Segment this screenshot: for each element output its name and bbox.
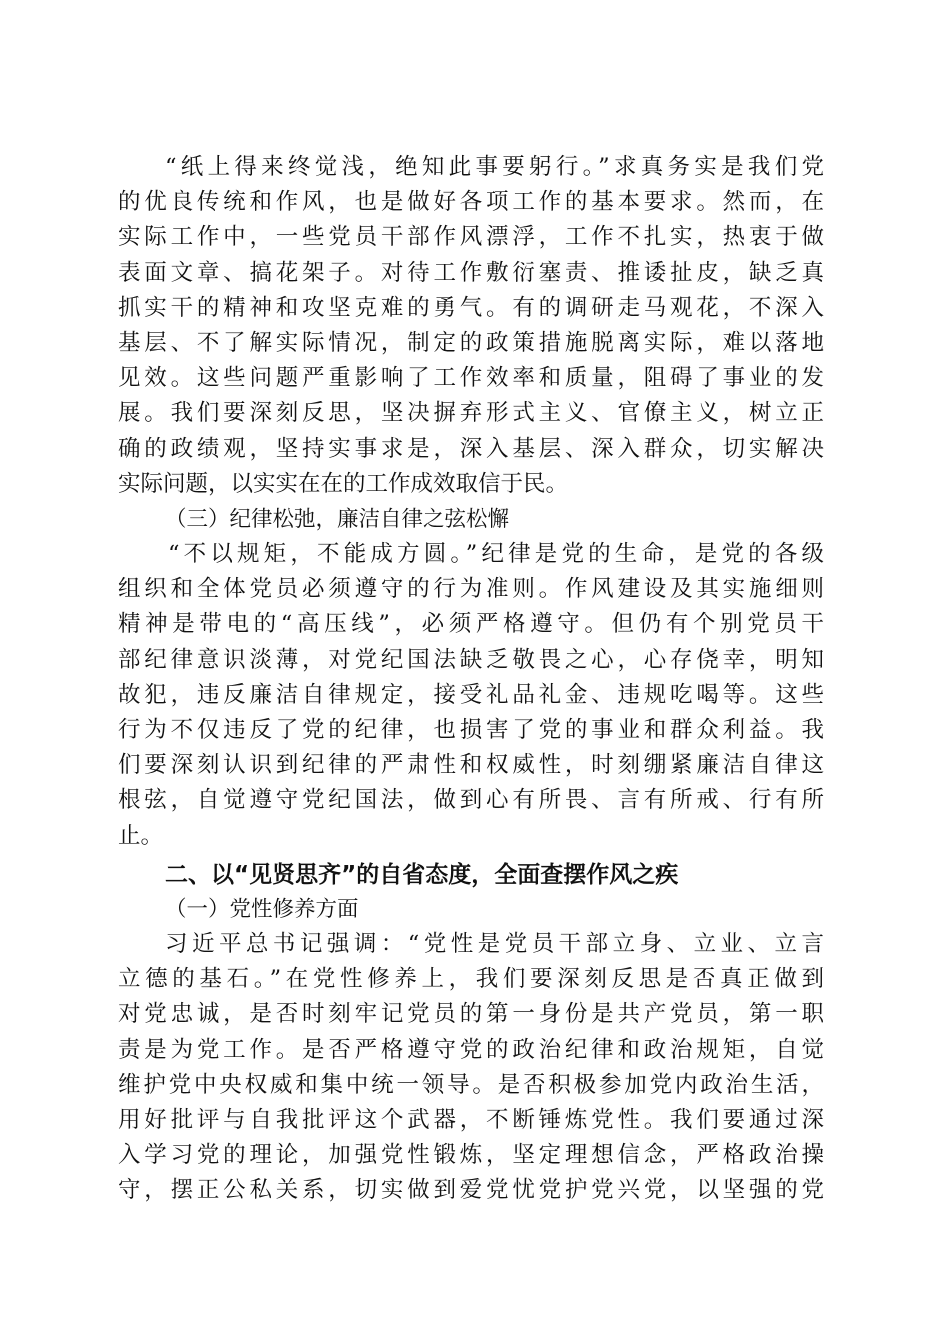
section-heading-discipline: （三）纪律松弛，廉洁自律之弦松懈: [165, 506, 510, 532]
text-line: 的优良传统和作风，也是做好各项工作的基本要求。然而，在: [118, 189, 824, 216]
text-line: 行为不仅违反了党的纪律，也损害了党的事业和群众利益。我: [118, 717, 824, 743]
text-line: 止。: [118, 822, 164, 849]
main-heading: 二、以“见贤思齐”的自省态度，全面查摆作风之疾: [165, 861, 679, 888]
text-line: 展。我们要深刻反思，坚决摒弃形式主义、官僚主义，树立正: [118, 400, 824, 427]
text-line: 部纪律意识淡薄，对党纪国法缺乏敬畏之心，心存侥幸，明知: [118, 646, 824, 673]
text-line: 维护党中央权威和集中统一领导。是否积极参加党内政治生活，: [118, 1071, 824, 1098]
text-line: 对党忠诚，是否时刻牢记党员的第一身份是共产党员，第一职: [118, 1001, 824, 1028]
paragraph-pragmatism: [118, 150, 824, 502]
text-line: 入学习党的理论，加强党性锻炼，坚定理想信念，严格政治操: [118, 1142, 824, 1169]
text-line: 责是为党工作。是否严格遵守党的政治纪律和政治规矩，自觉: [118, 1036, 824, 1063]
document-page: [118, 150, 824, 1208]
text-line: 立德的基石。”在党性修养上，我们要深刻反思是否真正做到: [118, 966, 824, 993]
text-line: 用好批评与自我批评这个武器，不断锤炼党性。我们要通过深: [118, 1106, 824, 1133]
text-line: “纸上得来终觉浅，绝知此事要躬行。”求真务实是我们党: [165, 154, 824, 180]
text-line: 确的政绩观，坚持实事求是，深入基层、深入群众，切实解决: [118, 435, 824, 462]
text-line: 表面文章、搞花架子。对待工作敷衍塞责、推诿扯皮，缺乏真: [118, 259, 824, 286]
text-line: 故犯，违反廉洁自律规定，接受礼品礼金、违规吃喝等。这些: [118, 681, 824, 708]
paragraph-discipline: [118, 537, 824, 854]
text-line: 抓实干的精神和攻坚克难的勇气。有的调研走马观花，不深入: [118, 294, 824, 321]
text-line: 守，摆正公私关系，切实做到爱党忧党护党兴党，以坚强的党: [118, 1177, 824, 1204]
text-line: 实际工作中，一些党员干部作风漂浮，工作不扎实，热衷于做: [118, 224, 824, 251]
text-line: 习近平总书记强调：“党性是党员干部立身、立业、立言: [165, 930, 824, 957]
paragraph-party-spirit: [118, 927, 824, 1209]
text-line: 组织和全体党员必须遵守的行为准则。作风建设及其实施细则: [118, 576, 824, 603]
section-heading-party-spirit: （一）党性修养方面: [165, 896, 359, 922]
text-line: 实际问题，以实实在在的工作成效取信于民。: [118, 470, 569, 497]
text-line: 根弦，自觉遵守党纪国法，做到心有所畏、言有所戒、行有所: [118, 787, 824, 814]
text-line: 见效。这些问题严重影响了工作效率和质量，阻碍了事业的发: [118, 365, 824, 392]
text-line: 精神是带电的“高压线”，必须严格遵守。但仍有个别党员干: [118, 611, 824, 638]
text-line: 基层、不了解实际情况，制定的政策措施脱离实际，难以落地: [118, 329, 824, 356]
text-line: 们要深刻认识到纪律的严肃性和权威性，时刻绷紧廉洁自律这: [118, 752, 824, 779]
text-line: “不以规矩，不能成方圆。”纪律是党的生命，是党的各级: [168, 541, 824, 568]
